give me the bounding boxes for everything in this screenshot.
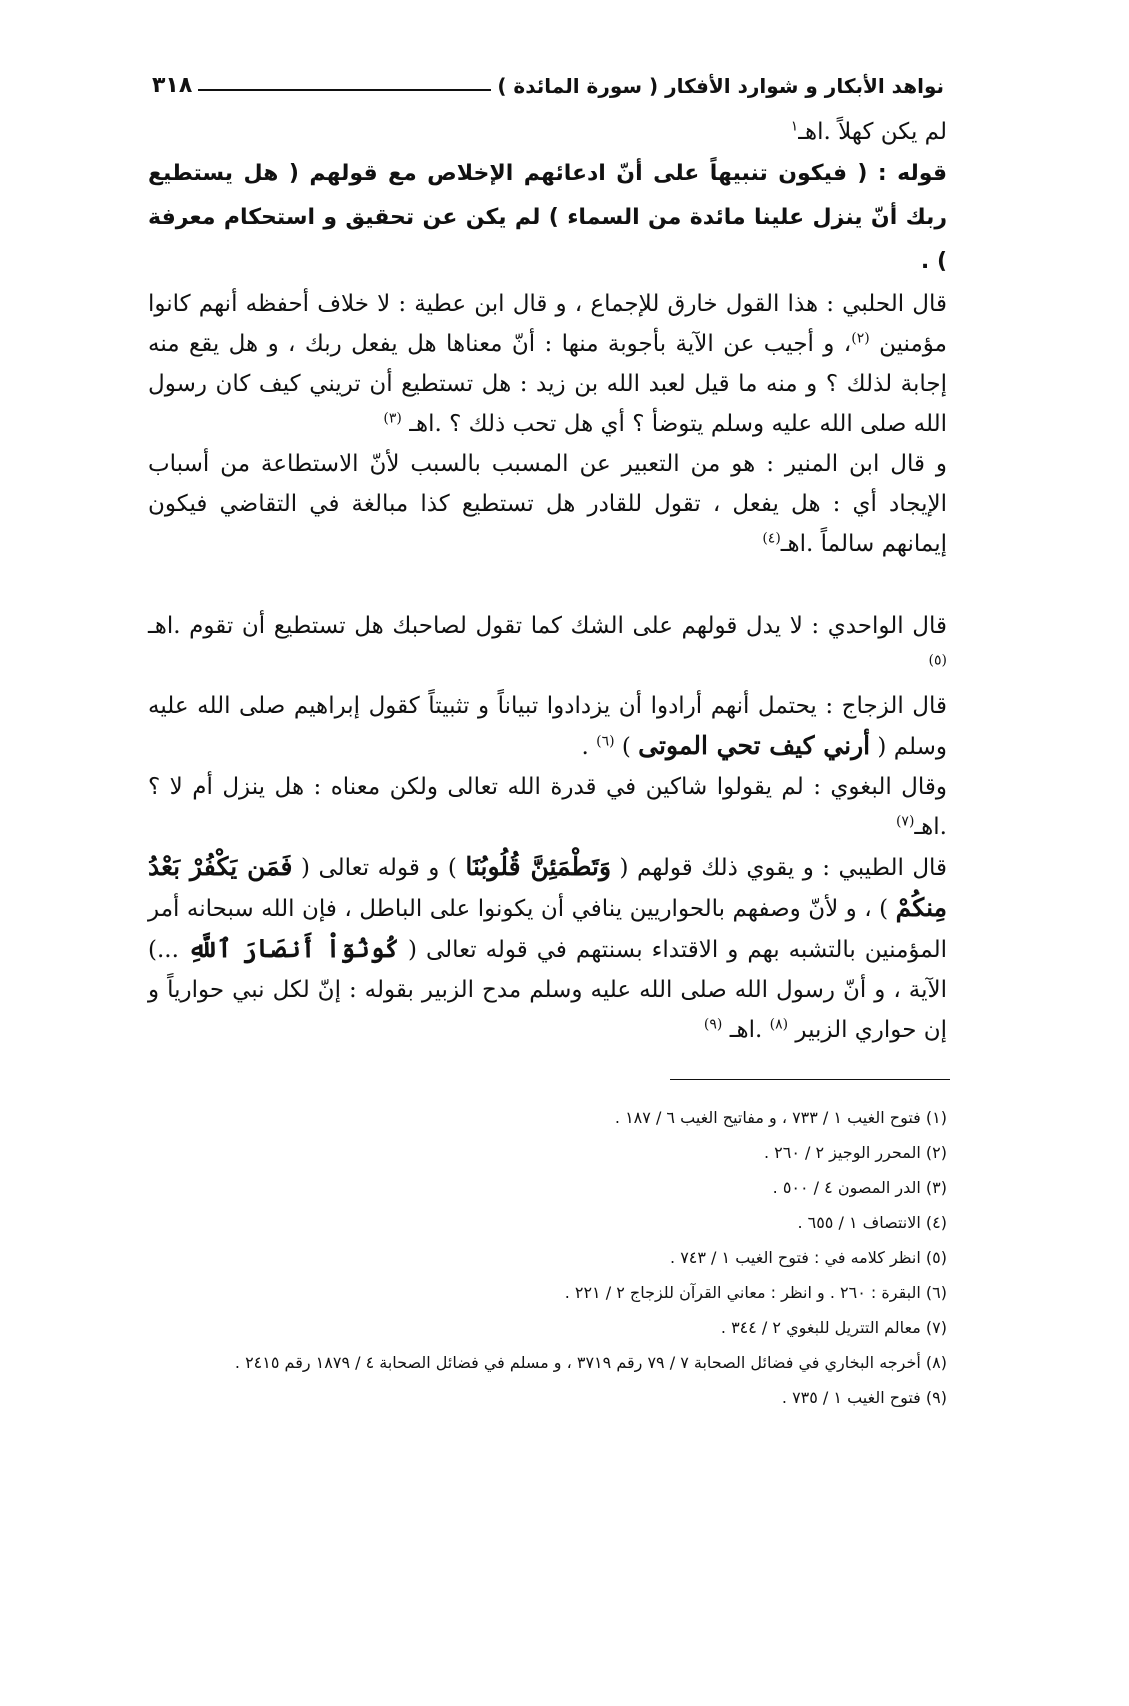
quran-quote: كُونُوٓاْ أَنصَارَ ٱللَّهِ [187, 934, 400, 963]
running-header [152, 64, 944, 98]
footnote: (٤) الانتصاف ١ / ٦٥٥ . [797, 1213, 947, 1232]
footnote: (٩) فتوح الغيب ١ / ٧٣٥ . [781, 1388, 947, 1407]
paragraph: قال الزجاج : يحتمل أنهم أرادوا أن يزدادوا تبياناً و تثبيتاً كقول إبراهيم صلى الله عليه وسلم ( أرني كيف تحي الموتى ) $^{(٦)}$ . [148, 693, 947, 760]
footnote-ref: (٥) [928, 652, 947, 669]
paragraph: و قال ابن المنير : هو من التعبير عن المسبب بالسبب لأنّ الاستطاعة من أسباب الإيجاد أي : هل يفعل ، تقول للقادر هل تستطيع كذا مبالغة في التقاضي فيكون إيمانهم سالماً .اهـ$^{(٤)}$ [148, 451, 947, 557]
quran-quote: وَتَطْمَئِنَّ قُلُوبُنَا [465, 852, 612, 881]
footnote: (٧) معالم التتريل للبغوي ٢ / ٣٤٤ . [720, 1318, 947, 1337]
paragraph-gap [148, 564, 947, 606]
commentary-lemma: قوله : ( فيكون تنبيهاً على أنّ ادعائهم الإخلاص مع قولهم ( هل يستطيع ربك أنّ ينزل علينا مائدة من السماء ) لم يكن عن تحقيق و استحكام معرفة ) . [148, 161, 947, 274]
page-number: ٣١٨ [152, 73, 193, 98]
paragraph: لم يكن كهلاً .اهـ$^١$ [790, 118, 947, 145]
footnote-ref: (٤) [762, 530, 781, 547]
footnote: (٦) البقرة : ٢٦٠ . و انظر : معاني القرآن للزجاج ٢ / ٢٢١ . [564, 1283, 947, 1302]
footnote-ref: (٨) [769, 1016, 789, 1033]
footnote-ref: (٩) [703, 1016, 723, 1033]
footnote: (١) فتوح الغيب ١ / ٧٣٣ ، و مفاتيح الغيب ٦ / ١٨٧ . [614, 1108, 947, 1127]
header-rule [198, 89, 491, 91]
footnote-ref: (٣) [383, 410, 402, 427]
main-text [148, 112, 947, 1050]
footnote-ref: (٧) [895, 813, 915, 830]
footnote-ref: ١ [790, 118, 799, 135]
running-title: نواهد الأبكار و شوارد الأفكار ( سورة المائدة ) [497, 74, 944, 98]
footnote: (٢) المحرر الوجيز ٢ / ٢٦٠ . [763, 1143, 947, 1162]
footnote: (٨) أخرجه البخاري في فضائل الصحابة ٧ / ٧٩ رقم ٣٧١٩ ، و مسلم في فضائل الصحابة ٤ / ١٨٧٩ رقم ٢٤١٥ . [234, 1353, 947, 1372]
footnote-ref: (٢) [851, 330, 870, 347]
quran-quote: أرني كيف تحي الموتى [638, 731, 871, 760]
paragraph: وقال البغوي : لم يقولوا شاكين في قدرة الله تعالى ولكن معناه : هل ينزل أم لا ؟ .اهـ$^{(٧)}$ [148, 774, 947, 840]
footnote: (٥) انظر كلامه في : فتوح الغيب ١ / ٧٤٣ . [670, 1248, 947, 1267]
quran-quote: فَمَن يَكْفُرْ بَعْدُ مِنكُمْ [148, 852, 948, 922]
footnote: (٣) الدر المصون ٤ / ٥٠٠ . [772, 1178, 947, 1197]
footnotes [148, 1100, 947, 1415]
paragraph: قال الطيبي : و يقوي ذلك قولهم ( وَتَطْمَئِنَّ قُلُوبُنَا ) و قوله تعالى ( فَمَن يَكْفُرْ بَعْدُ مِنكُمْ ) ، و لأنّ وصفهم بالحواريين ينافي أن يكونوا على الباطل ، فإن الله سبحانه أمر المؤمنين بالتشبه بهم و الاقتداء بسنتهم في قوله تعالى ( كُونُوٓاْ أَنصَارَ ٱللَّهِ ...) الآية ، و أنّ رسول الله صلى الله عليه وسلم مدح الزبير بقوله : إنّ لكل نبي حوارياً و إن حواري الزبير $^{(٨)}$ .اهـ $^{(٩)}$ [148, 852, 948, 1043]
footnote-separator [670, 1079, 950, 1080]
paragraph: قال الحلبي : هذا القول خارق للإجماع ، و قال ابن عطية : لا خلاف أحفظه أنهم كانوا مؤمنين $^{(٢)}$، و أجيب عن الآية بأجوبة منها : أنّ معناها هل يفعل ربك ، و هل يقع منه إجابة لذلك ؟ و منه ما قيل لعبد الله بن زيد : هل تستطيع أن تريني كيف كان رسول الله صلى الله عليه وسلم يتوضأ ؟ أي هل تحب ذلك ؟ .اهـ $^{(٣)}$ [148, 291, 948, 437]
paragraph: قال الواحدي : لا يدل قولهم على الشك كما تقول لصاحبك هل تستطيع أن تقوم .اهـ $^{(٥)}$ [148, 613, 948, 669]
footnote-ref: (٦) [596, 733, 615, 750]
